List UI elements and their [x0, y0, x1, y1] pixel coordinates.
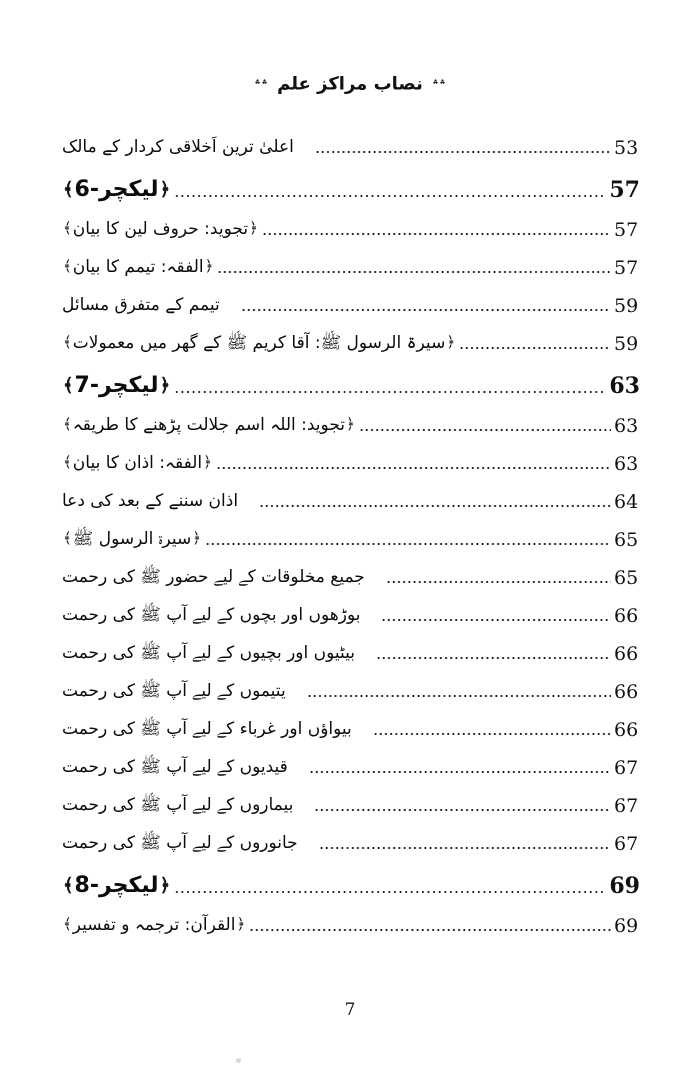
toc-entry-title: [62, 720, 352, 742]
toc-entry-title: [62, 606, 360, 628]
flourish-ornament-icon: ﴿: [249, 219, 258, 238]
flourish-ornament-icon: ﴾: [63, 374, 74, 396]
dot-leader: [174, 380, 606, 397]
toc-row[interactable]: [62, 438, 640, 476]
toc-page-number: 67: [614, 795, 639, 817]
flourish-ornament-icon: ﴿: [159, 874, 171, 896]
flourish-ornament-icon: ﴿: [203, 453, 212, 472]
toc-entry-text: جمیع مخلوقات کے لیے حضور ﷺ کی رحمت: [62, 567, 365, 588]
flourish-ornament-icon: ﴿: [159, 374, 171, 396]
toc-row[interactable]: [62, 818, 640, 856]
flourish-ornament-icon: ﴿: [192, 529, 202, 548]
flourish-ornament-icon: ﴿: [159, 178, 171, 200]
toc-entry-text: الفقہ: اذان کا بیان: [72, 453, 203, 474]
toc-row[interactable]: [62, 122, 640, 160]
dot-leader: [386, 570, 611, 587]
toc-entry-text: لیکچر-8: [74, 872, 159, 898]
flourish-ornament-icon: ﴾: [63, 453, 72, 472]
toc-row[interactable]: [62, 590, 640, 628]
toc-page-number: 65: [614, 567, 639, 589]
dot-leader: [216, 456, 611, 473]
toc-entry-text: جانوروں کے لیے آپ ﷺ کی رحمت: [62, 833, 298, 854]
toc-page-number: 57: [614, 219, 639, 241]
toc-row[interactable]: [62, 628, 640, 666]
toc-entry-title: [62, 492, 238, 514]
dot-leader: [174, 184, 606, 201]
toc-entry-text: بیواؤں اور غرباء کے لیے آپ ﷺ کی رحمت: [62, 719, 352, 740]
toc-entry-title: [62, 530, 202, 552]
toc-entry-title: [62, 177, 171, 204]
page-folio-number: 7: [344, 1000, 356, 1020]
toc-entry-title: [62, 416, 356, 438]
toc-entry-title: [62, 758, 288, 780]
toc-page-number: 66: [614, 681, 639, 703]
toc-page-number: 66: [614, 719, 639, 741]
toc-row[interactable]: [62, 900, 640, 938]
header-ornament-right: ؞؞: [432, 77, 447, 92]
flourish-ornament-icon: ﴿: [346, 415, 355, 434]
toc-entry-title: [62, 334, 456, 356]
flourish-ornament-icon: ﴾: [63, 874, 74, 896]
dot-leader: [307, 684, 611, 701]
toc-page-number: 59: [614, 333, 639, 355]
dot-leader: [262, 222, 611, 239]
dot-leader: [459, 336, 611, 353]
toc-page-number: 59: [614, 295, 639, 317]
toc-row[interactable]: [62, 856, 640, 900]
toc-entry-text: یتیموں کے لیے آپ ﷺ کی رحمت: [62, 681, 286, 702]
toc-entry-text: بیٹیوں اور بچیوں کے لیے آپ ﷺ کی رحمت: [62, 643, 356, 664]
toc-row[interactable]: [62, 280, 640, 318]
dot-leader: [359, 418, 611, 435]
toc-row[interactable]: [62, 742, 640, 780]
flourish-ornament-icon: ﴾: [63, 219, 72, 238]
toc-entry-title: [62, 258, 214, 280]
dot-leader: [373, 722, 611, 739]
toc-page-number: 63: [614, 453, 639, 475]
toc-entry-text: تجوید: حروف لین کا بیان: [72, 219, 249, 240]
toc-entry-title: [62, 682, 286, 704]
dot-leader: [174, 880, 606, 897]
dot-leader: [241, 298, 611, 315]
toc-entry-title: [62, 796, 293, 818]
toc-entry-text: سیرۃ الرسول ﷺ: [72, 529, 192, 550]
toc-page-number: 69: [609, 873, 640, 899]
toc-page-number: 67: [614, 833, 639, 855]
toc-row[interactable]: [62, 400, 640, 438]
dot-leader: [315, 140, 611, 157]
toc-row[interactable]: [62, 514, 640, 552]
dot-leader: [314, 798, 611, 815]
dot-leader: [249, 918, 611, 935]
paper-speck: [236, 1058, 241, 1063]
toc-entry-text: تجوید: اللہ اسم جلالت پڑھنے کا طریقہ: [72, 415, 346, 436]
toc-row[interactable]: [62, 242, 640, 280]
toc-page-number: 53: [614, 137, 639, 159]
toc-page-number: 63: [614, 415, 639, 437]
dot-leader: [376, 646, 611, 663]
flourish-ornament-icon: ﴾: [63, 415, 72, 434]
table-of-contents: [62, 122, 640, 938]
dot-leader: [319, 836, 611, 853]
toc-entry-title: [62, 916, 246, 938]
flourish-ornament-icon: ﴾: [63, 178, 74, 200]
toc-page-number: 65: [614, 529, 639, 551]
toc-page-number: 63: [609, 373, 640, 399]
toc-entry-title: [62, 644, 355, 666]
dot-leader: [205, 532, 611, 549]
dot-leader: [217, 260, 611, 277]
toc-entry-text: الفقہ: تیمم کا بیان: [72, 257, 204, 278]
toc-row[interactable]: [62, 356, 640, 400]
toc-entry-title: [62, 454, 213, 476]
flourish-ornament-icon: ﴾: [63, 257, 72, 276]
toc-entry-text: لیکچر-7: [74, 372, 159, 398]
toc-row[interactable]: [62, 552, 640, 590]
toc-page-number: 57: [609, 177, 640, 203]
toc-entry-text: اعلیٰ ترین اَخلاقی کردار کے مالک: [62, 137, 294, 158]
toc-entry-title: [62, 373, 171, 400]
toc-page-number: 57: [614, 257, 639, 279]
toc-row[interactable]: [62, 780, 640, 818]
toc-page-number: 69: [614, 915, 639, 937]
toc-entry-text: لیکچر-6: [74, 176, 159, 202]
flourish-ornament-icon: ﴿: [446, 333, 456, 352]
flourish-ornament-icon: ﴾: [63, 915, 72, 934]
flourish-ornament-icon: ﴿: [204, 257, 214, 276]
toc-page-number: 64: [614, 491, 639, 513]
flourish-ornament-icon: ﴿: [236, 915, 246, 934]
header-title: نصاب مراکز علم: [277, 73, 423, 95]
dot-leader: [309, 760, 611, 777]
toc-row[interactable]: [62, 160, 640, 204]
dot-leader: [381, 608, 611, 625]
toc-row[interactable]: [62, 318, 640, 356]
toc-row[interactable]: [62, 476, 640, 514]
toc-entry-text: القرآن: ترجمہ و تفسیر: [72, 915, 236, 936]
dot-leader: [259, 494, 611, 511]
toc-entry-title: [62, 873, 171, 900]
toc-entry-title: [62, 138, 294, 160]
header-ornament-left: ؞؞: [253, 77, 268, 92]
toc-entry-text: اذان سننے کے بعد کی دعا: [62, 491, 239, 512]
toc-row[interactable]: [62, 204, 640, 242]
toc-entry-text: قیدیوں کے لیے آپ ﷺ کی رحمت: [62, 757, 288, 778]
toc-row[interactable]: [62, 666, 640, 704]
toc-row[interactable]: [62, 704, 640, 742]
toc-entry-text: بیماروں کے لیے آپ ﷺ کی رحمت: [62, 795, 294, 816]
flourish-ornament-icon: ﴾: [63, 333, 72, 352]
toc-entry-text: سیرۃ الرسول ﷺ: آقا کریم ﷺ کے گھر میں معمولات: [72, 333, 446, 354]
toc-entry-title: [62, 834, 298, 856]
flourish-ornament-icon: ﴾: [63, 529, 72, 548]
running-header: [0, 68, 700, 100]
toc-entry-title: [62, 568, 365, 590]
toc-entry-text: بوڑھوں اور بچوں کے لیے آپ ﷺ کی رحمت: [62, 605, 361, 626]
toc-entry-title: [62, 220, 259, 242]
toc-entry-text: تیمم کے متفرق مسائل: [62, 295, 220, 316]
toc-entry-title: [62, 296, 220, 318]
toc-page-number: 66: [614, 605, 639, 627]
toc-page-number: 67: [614, 757, 639, 779]
toc-page-number: 66: [614, 643, 639, 665]
